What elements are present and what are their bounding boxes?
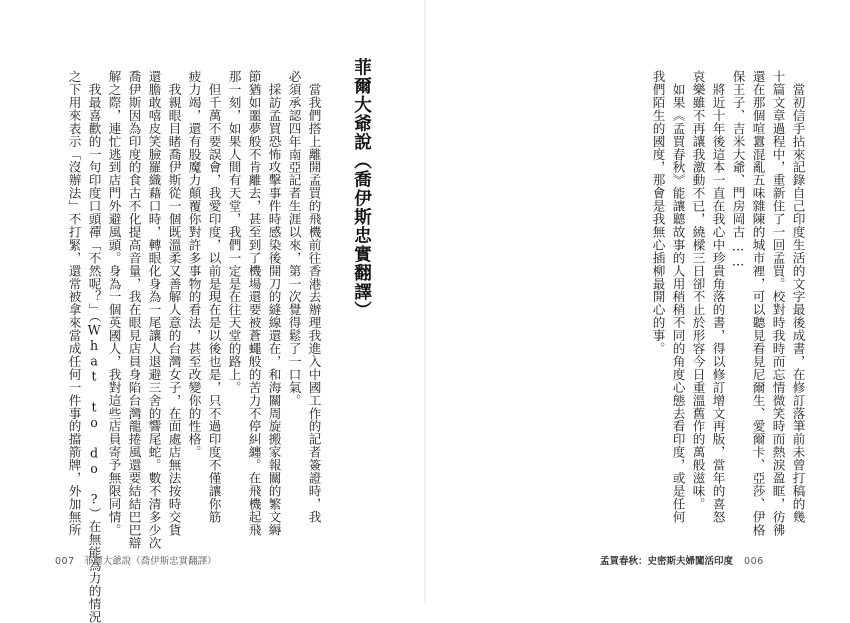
chapter-title: 菲爾大爺說（喬伊斯忠實翻譯） [351,58,372,320]
body-text-line: 我們陌生的國度，那會是我無心插柳最開心的事。 [650,70,666,355]
body-text-line: 解之際，連忙逃到店門外避風頭。身為一個英國人，我對這些店員寄予無限同情。 [106,70,122,537]
body-text-line: 十篇文章過程中，重新住了一回孟買。校對時我時而忘情微笑時而熱淚盈眶，彷彿 [770,70,786,537]
body-text-line: 但千萬不要誤會，我愛印度，以前是現在是以後也是，只不過印度不僅讓你筋 [206,70,222,524]
body-text-line: 節猶如噩夢般不肯離去，甚至到了機場還要被蒼蠅般的苦力不停糾纏。在飛機起飛 [246,70,262,537]
page-number: 006 [744,556,764,567]
body-text-line: 還膽敢嘻皮笑臉羅織藉口時，轉眼化身為一尾讓人退避三舍的響尾蛇。數不清多少次 [146,70,162,550]
body-text-line: 必須承認四年南亞記者生涯以來，第一次覺得鬆了一口氣。 [286,70,302,407]
body-text-line: 喬伊斯因為印度的食古不化提高音量，我在眼見店員身陷台灣龍捲風還要結結巴巴辯 [126,70,142,550]
body-text-line: 之下用來表示「沒辦法」不打緊，還常被拿來當成任何一件事的擋箭牌，外加無所 [66,70,82,537]
body-text-line: 疲力竭，還有股魔力顛覆你對許多事物的看法，甚至改變你的性格。 [186,70,202,459]
body-text-line: 我親眼目睹喬伊斯從一個既溫柔又善解人意的台灣女子，在面處店無法按時交貨 [166,70,182,537]
body-text-line: 我最喜歡的一句印度口頭禪「不然呢？」（What to do ?）在無能為力的情況 [86,70,102,623]
body-text-line: 將近十年後這本一直在我心中珍貴角落的書，得以修訂增文再版，當年的喜怒 [710,70,726,524]
body-text-line: 保王子、吉米大爺、門房岡古…… [730,70,746,270]
body-text-line: 採訪孟買恐怖攻擊事件時感染後開刀的縫線還在，和海關周旋搬家報關的繁文縟 [266,70,282,537]
right-page-footer [600,553,764,567]
page-gutter [424,0,426,603]
body-text-line: 那一刻，如果人間有天堂，我們一定是在往天堂的路上。 [226,70,242,394]
body-text-line: 當我們搭上離開孟買的飛機前往香港去辦理我進入中國工作的記者簽證時，我 [306,70,322,524]
left-page-footer [55,553,217,567]
running-title: 孟買春秋：史密斯夫婦闖活印度 [600,556,734,567]
body-text-line: 如果《孟買春秋》能讓聽故事的人用稍稍不同的角度心態去看印度，或是任何 [670,70,686,524]
running-title: 菲爾大爺說（喬伊斯忠實翻譯） [83,556,217,567]
page-number: 007 [55,556,75,567]
body-text-line: 還在那個喧囂混亂五味雜陳的城市裡，可以聽見看見尼爾生、愛爾卡、亞莎、伊格 [750,70,766,537]
body-text-line: 當初信手拈來記錄自己印度生活的文字最後成書，在修訂落筆前未曾打稿的幾 [790,70,806,524]
body-text-line: 哀樂雖不再讓我激動不已，繞樑三日卻不止於形容今日重溫舊作的萬般滋味。 [690,70,706,511]
